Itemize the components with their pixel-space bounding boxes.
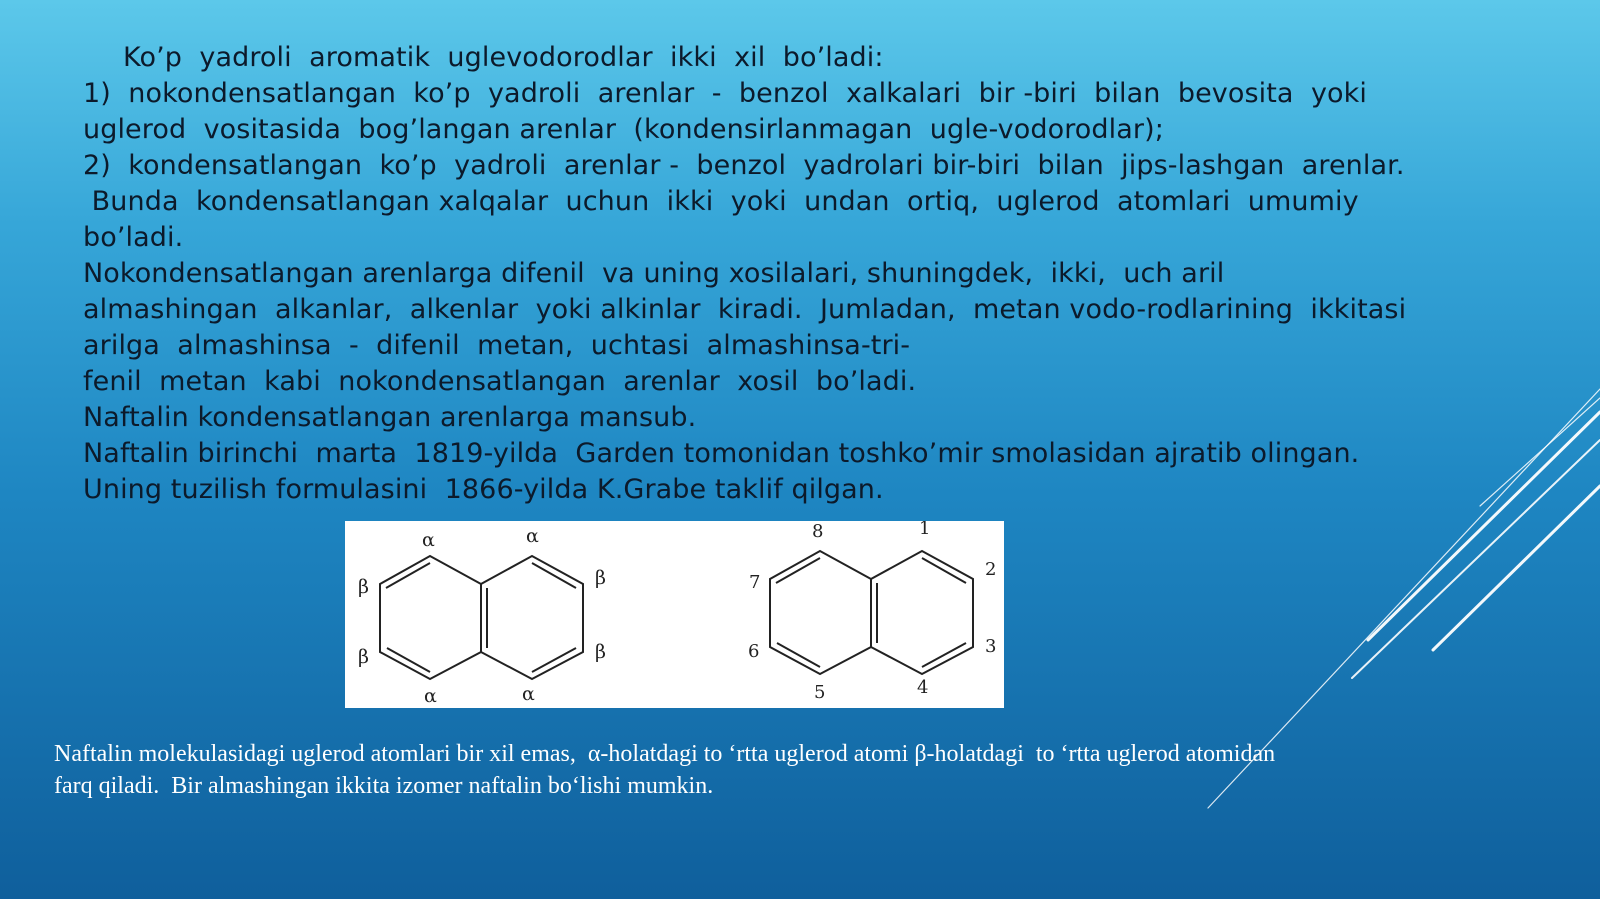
position-number: 7 <box>749 572 761 593</box>
paragraph: Naftalin birinchi marta 1819-yilda Garden tomonidan toshko’mir smolasidan ajratib olingan. <box>83 438 1360 469</box>
position-number: 8 <box>812 521 824 542</box>
main-text <box>83 40 1483 508</box>
position-label: β <box>358 646 369 668</box>
position-number: 5 <box>814 682 826 703</box>
paragraph: almashingan alkanlar, alkenlar yoki alkinlar kiradi. Jumladan, metan vodo-rodlarining ikkitasi <box>83 294 1407 325</box>
caption-line: Naftalin molekulasidagi uglerod atomlari bir xil emas, α-holatdagi to ‘rtta uglerod atomi β-holatdagi to ‘rtta uglerod atomidan <box>54 741 1276 767</box>
position-number: 4 <box>917 677 929 698</box>
position-number: 1 <box>919 521 931 539</box>
naphthalene-structure-figure <box>345 521 1004 708</box>
paragraph: uglerod vositasida bog’langan arenlar (kondensirlanmagan ugle-vodorodlar); <box>83 114 1164 145</box>
position-number: 3 <box>985 636 997 657</box>
caption-line: farq qiladi. Bir almashingan ikkita izomer naftalin bo‘lishi mumkin. <box>54 773 714 799</box>
paragraph: Nokondensatlangan arenlarga difenil va uning xosilalari, shuningdek, ikki, uch aril <box>83 258 1225 289</box>
figure-caption <box>54 738 1454 802</box>
paragraph: Bunda kondensatlangan xalqalar uchun ikki yoki undan ortiq, uglerod atomlari umumiy <box>83 186 1359 217</box>
position-label: α <box>424 685 437 707</box>
paragraph: 2) kondensatlangan ko’p yadroli arenlar - benzol yadrolari bir-biri bilan jips-lashgan arenlar. <box>83 150 1405 181</box>
paragraph: fenil metan kabi nokondensatlangan arenlar xosil bo’ladi. <box>83 366 917 397</box>
paragraph: Naftalin kondensatlangan arenlarga mansub. <box>83 402 697 433</box>
position-label: α <box>526 525 539 547</box>
paragraph: arilga almashinsa - difenil metan, uchtasi almashinsa-tri- <box>83 330 911 361</box>
naphthalene-diagram-greek <box>380 556 583 679</box>
position-label: α <box>422 529 435 551</box>
position-number: 2 <box>985 559 997 580</box>
paragraph: Uning tuzilish formulasini 1866-yilda K.Grabe taklif qilgan. <box>83 474 884 505</box>
position-label: β <box>595 641 606 663</box>
paragraph: 1) nokondensatlangan ko’p yadroli arenlar - benzol xalkalari bir -biri bilan bevosita yoki <box>83 78 1367 109</box>
position-label: β <box>595 567 606 589</box>
position-label: β <box>358 576 369 598</box>
position-label: α <box>522 683 535 705</box>
paragraph: bo’ladi. <box>83 222 184 253</box>
position-number: 6 <box>748 641 760 662</box>
naphthalene-diagram-numbered <box>770 551 973 674</box>
paragraph: Ko’p yadroli aromatik uglevodorodlar ikki xil bo’ladi: <box>123 42 884 73</box>
